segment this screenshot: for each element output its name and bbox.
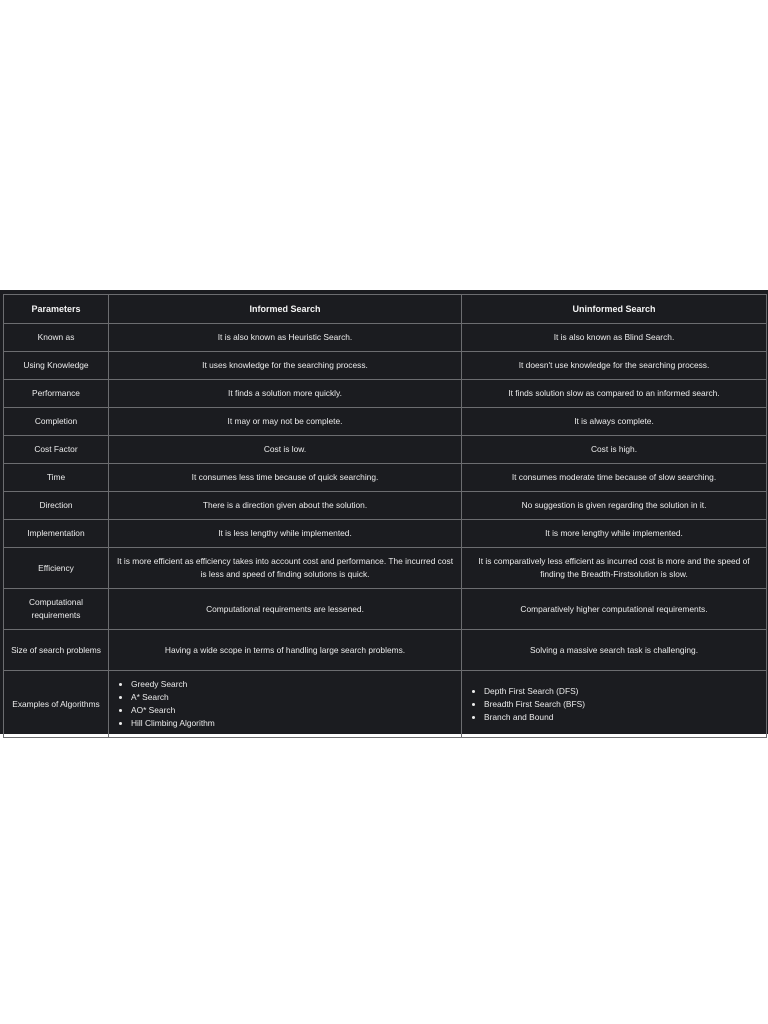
informed-algorithms-list [113, 678, 457, 730]
informed-examples-cell [109, 671, 462, 738]
list-item: • Hill Climbing Algorithm [131, 717, 457, 730]
row-informed: Computational requirements are lessened. [109, 589, 462, 630]
list-item: • Branch and Bound [484, 711, 762, 724]
table-row [4, 380, 767, 408]
row-uninformed: It is also known as Blind Search. [462, 324, 767, 352]
table-row [4, 589, 767, 630]
table-row [4, 408, 767, 436]
row-parameter: Cost Factor [4, 436, 109, 464]
row-uninformed: It is always complete. [462, 408, 767, 436]
row-parameter: Completion [4, 408, 109, 436]
row-parameter: Time [4, 464, 109, 492]
header-informed-search: Informed Search [109, 295, 462, 324]
list-item: • Greedy Search [131, 678, 457, 691]
row-uninformed: Comparatively higher computational requirements. [462, 589, 767, 630]
row-uninformed: It finds solution slow as compared to an informed search. [462, 380, 767, 408]
row-informed: Having a wide scope in terms of handling large search problems. [109, 630, 462, 671]
row-uninformed: It doesn't use knowledge for the searching process. [462, 352, 767, 380]
row-uninformed: It consumes moderate time because of slow searching. [462, 464, 767, 492]
table-row [4, 464, 767, 492]
table-row [4, 520, 767, 548]
row-uninformed: No suggestion is given regarding the solution in it. [462, 492, 767, 520]
row-uninformed: It is more lengthy while implemented. [462, 520, 767, 548]
row-informed: It consumes less time because of quick searching. [109, 464, 462, 492]
table-row [4, 630, 767, 671]
table-header-row [4, 295, 767, 324]
list-item: • AO* Search [131, 704, 457, 717]
row-informed: It finds a solution more quickly. [109, 380, 462, 408]
uninformed-examples-cell [462, 671, 767, 738]
row-uninformed: Cost is high. [462, 436, 767, 464]
uninformed-algorithms-list [466, 685, 762, 724]
row-uninformed: It is comparatively less efficient as incurred cost is more and the speed of finding the Breadth-Firstsolution is slow. [462, 548, 767, 589]
list-item: • Depth First Search (DFS) [484, 685, 762, 698]
row-parameter: Size of search problems [4, 630, 109, 671]
row-parameter: Performance [4, 380, 109, 408]
header-parameters: Parameters [4, 295, 109, 324]
row-parameter: Examples of Algorithms [4, 671, 109, 738]
table-row [4, 352, 767, 380]
row-parameter: Computational requirements [4, 589, 109, 630]
row-informed: Cost is low. [109, 436, 462, 464]
list-item: • A* Search [131, 691, 457, 704]
row-parameter: Direction [4, 492, 109, 520]
row-parameter: Known as [4, 324, 109, 352]
table-row [4, 324, 767, 352]
row-informed: It is more efficient as efficiency takes into account cost and performance. The incurred cost is less and speed of finding solutions is quick. [109, 548, 462, 589]
row-informed: It is also known as Heuristic Search. [109, 324, 462, 352]
header-uninformed-search: Uninformed Search [462, 295, 767, 324]
row-informed: It is less lengthy while implemented. [109, 520, 462, 548]
row-informed: There is a direction given about the solution. [109, 492, 462, 520]
table-row [4, 492, 767, 520]
row-informed: It may or may not be complete. [109, 408, 462, 436]
comparison-table [3, 294, 767, 738]
list-item: • Breadth First Search (BFS) [484, 698, 762, 711]
row-uninformed: Solving a massive search task is challenging. [462, 630, 767, 671]
row-parameter: Efficiency [4, 548, 109, 589]
row-informed: It uses knowledge for the searching process. [109, 352, 462, 380]
table-row-examples [4, 671, 767, 738]
comparison-table-frame [0, 290, 768, 734]
row-parameter: Implementation [4, 520, 109, 548]
table-row [4, 436, 767, 464]
table-row [4, 548, 767, 589]
row-parameter: Using Knowledge [4, 352, 109, 380]
